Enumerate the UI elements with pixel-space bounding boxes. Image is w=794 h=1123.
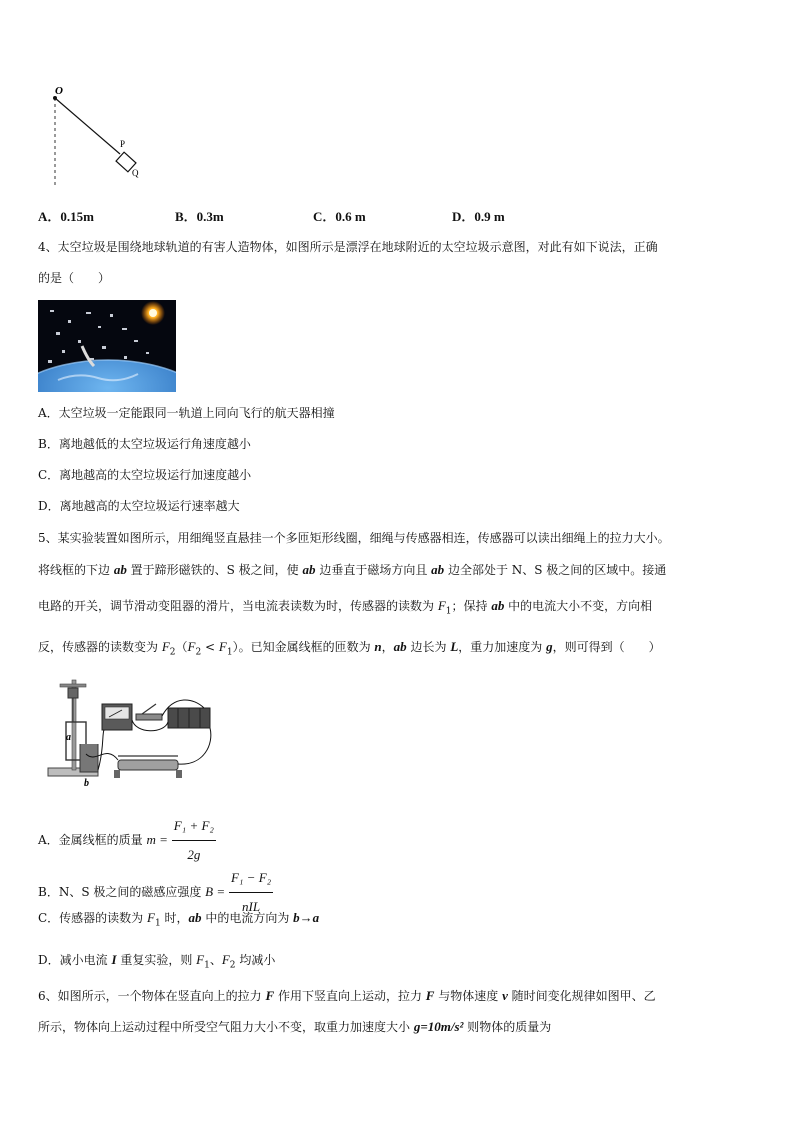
q5-stem-line4: 反，传感器的读数变为 $F_2(F_2 < F_1)$。已知金属线框的匝数为 n，ab 边长为 L，重力加速度为 g，则可得到（ ）: [38, 639, 661, 658]
q3-option-d: D．0.9 m: [452, 209, 505, 224]
q6-stem-line2: 所示，物体向上运动过程中所受空气阻力大小不变，取重力加速度大小 g=10m/s² 则物体的质量为: [38, 1019, 552, 1034]
rope: [55, 98, 120, 154]
q4-option-a: A．太空垃圾一定能跟同一轨道上同向飞行的航天器相撞: [38, 406, 335, 420]
q5-option-c: C．传感器的读数为 $F_1$ 时，ab 中的电流方向为 b→a: [38, 910, 320, 929]
q5-stem-line2: 将线框的下边 ab 置于蹄形磁铁的、S 极之间，使 ab 边垂直于磁场方向且 ab 边全部处于 N、S 极之间的区域中。接通: [38, 562, 667, 577]
space-debris-image: [38, 300, 176, 392]
mass-formula: $\frac{\text{F₁ + F₂}}{2g}$: [172, 812, 216, 869]
apparatus-figure: [44, 674, 222, 790]
q5-option-a: A．金属线框的质量 m = $\frac{\text{F₁ + F₂}}{2g}$: [38, 812, 216, 869]
label-o: O: [55, 85, 63, 97]
q5-stem-line3: 电路的开关，调节滑动变阻器的滑片，当电流表读数为时，传感器的读数为 $F_1$；保持 ab 中的电流大小不变，方向相: [38, 598, 653, 617]
q4-option-d: D．离地越高的太空垃圾运行速率越大: [38, 499, 240, 513]
q4-stem-line2: 的是（ ）: [38, 271, 111, 285]
label-a: a: [66, 732, 71, 743]
b-field-formula: $\frac{\text{F₁ − F₂}}{\text{nIL}}$: [229, 864, 273, 921]
q5-option-d: D．减小电流 I 重复实验，则 $F_1$、$F_2$ 均减小: [38, 952, 276, 971]
q3-option-c: C．0.6 m: [313, 209, 366, 224]
q4-option-c: C．离地越高的太空垃圾运行加速度越小: [38, 468, 252, 482]
q5-stem-line1: 5、某实验装置如图所示，用细绳竖直悬挂一个多匝矩形线圈，细绳与传感器相连，传感器可以读出细绳上的拉力大小。: [38, 531, 670, 545]
label-p: P: [120, 139, 126, 149]
q4-stem-line1: 4、太空垃圾是围绕地球轨道的有害人造物体，如图所示是漂浮在地球附近的太空垃圾示意图，对此有如下说法，正确: [38, 240, 658, 254]
q5-option-b: B．N、S 极之间的磁感应强度 B = $\frac{\text{F₁ − F₂}}{\text{nIL}}$: [38, 864, 273, 921]
label-q: Q: [132, 168, 139, 178]
pendulum-figure: [40, 82, 150, 190]
q6-stem-line1: 6、如图所示，一个物体在竖直向上的拉力 F 作用下竖直向上运动，拉力 F 与物体速度 v 随时间变化规律如图甲、乙: [38, 988, 656, 1003]
label-b: b: [84, 778, 89, 789]
q3-option-b: B．0.3m: [175, 209, 224, 224]
q3-option-a: A．0.15m: [38, 209, 94, 224]
q4-option-b: B．离地越低的太空垃圾运行角速度越小: [38, 437, 251, 451]
